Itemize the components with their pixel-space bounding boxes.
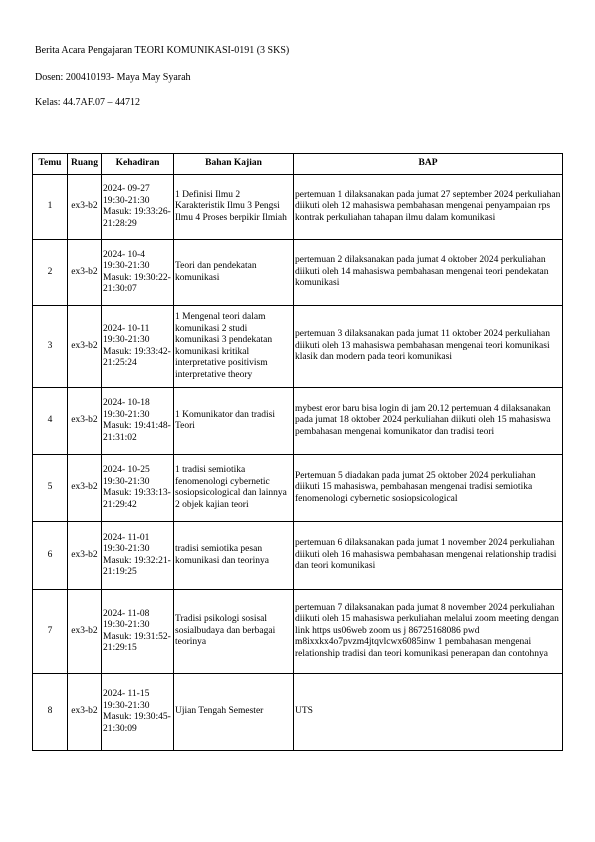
cell-ruang: ex3-b2 [68, 306, 102, 388]
column-header-ruang: Ruang [68, 154, 102, 175]
cell-ruang: ex3-b2 [68, 590, 102, 674]
table-row [33, 240, 563, 306]
cell-bahan-kajian: 1 Definisi Ilmu 2 Karakteristik Ilmu 3 Pengsi Ilmu 4 Proses berpikir Ilmiah [174, 175, 294, 240]
table-header-row [33, 154, 563, 175]
column-header-bahan-kajian: Bahan Kajian [174, 154, 294, 175]
cell-ruang: ex3-b2 [68, 175, 102, 240]
cell-bahan-kajian: Teori dan pendekatan komunikasi [174, 240, 294, 306]
cell-bahan-kajian: Tradisi psikologi sosisal sosialbudaya dan berbagai teorinya [174, 590, 294, 674]
lecturer-line [35, 72, 191, 84]
cell-temu: 3 [33, 306, 68, 388]
class-line [35, 97, 140, 109]
table-row [33, 590, 563, 674]
cell-bap: pertemuan 1 dilaksanakan pada jumat 27 september 2024 perkuliahan diikuti oleh 12 mahasiswa pembahasan mengenai penyampaian rps kontrak perkuliahan tahapan ilmu dalam komunikasi [294, 175, 563, 240]
cell-temu: 7 [33, 590, 68, 674]
table-row [33, 522, 563, 590]
cell-kehadiran: 2024- 10-18 19:30-21:30 Masuk: 19:41:48- 21:31:02 [102, 388, 174, 455]
cell-kehadiran: 2024- 10-4 19:30-21:30 Masuk: 19:30:22- 21:30:07 [102, 240, 174, 306]
table-row [33, 306, 563, 388]
cell-bahan-kajian: 1 tradisi semiotika fenomenologi cybernetic sosiopsicological dan lainnya 2 objek kajian teori [174, 455, 294, 522]
cell-temu: 1 [33, 175, 68, 240]
cell-ruang: ex3-b2 [68, 522, 102, 590]
cell-kehadiran: 2024- 10-11 19:30-21:30 Masuk: 19:33:42- 21:25:24 [102, 306, 174, 388]
cell-bap: pertemuan 7 dilaksanakan pada jumat 8 november 2024 perkuliahan diikuti oleh 15 mahasiswa perkuliahan melalui zoom meeting dengan link https us06web zoom us j 86725168086 pwd m8ixxkx4o7pvzm4jtqvlcwx6085inw 1 pembahasan mengenai relationship tradisi dan teori komunikasi penerapan dan contohnya [294, 590, 563, 674]
lecturer-label: Dosen: [35, 72, 66, 83]
cell-temu: 2 [33, 240, 68, 306]
cell-bap: Pertemuan 5 diadakan pada jumat 25 oktober 2024 perkuliahan diikuti 15 mahasiswa, pembahasan mengenai tradisi semiotika fenomenologi cybernetic sosiopsicological [294, 455, 563, 522]
table-row [33, 674, 563, 751]
cell-ruang: ex3-b2 [68, 388, 102, 455]
attendance-table [32, 153, 563, 751]
cell-ruang: ex3-b2 [68, 455, 102, 522]
cell-kehadiran: 2024- 09-27 19:30-21:30 Masuk: 19:33:26- 21:28:29 [102, 175, 174, 240]
cell-bap: pertemuan 3 dilaksanakan pada jumat 11 oktober 2024 perkuliahan diikuti oleh 13 mahasiswa pembahasan mengenai teori komunikasi klasik dan modern pada teori komunikasi [294, 306, 563, 388]
title-prefix: Berita Acara Pengajaran [35, 45, 135, 56]
table-row [33, 388, 563, 455]
cell-kehadiran: 2024- 11-01 19:30-21:30 Masuk: 19:32:21- 21:19:25 [102, 522, 174, 590]
cell-ruang: ex3-b2 [68, 240, 102, 306]
cell-temu: 5 [33, 455, 68, 522]
cell-bap: pertemuan 6 dilaksanakan pada jumat 1 november 2024 perkuliahan diikuti oleh 16 mahasiswa pembahasan mengenai relationship tradisi dan teori komunikasi [294, 522, 563, 590]
document-title [35, 45, 289, 57]
cell-temu: 6 [33, 522, 68, 590]
class-label: Kelas: [35, 97, 64, 108]
column-header-temu: Temu [33, 154, 68, 175]
cell-bap: mybest eror baru bisa login di jam 20.12 pertemuan 4 dilaksanakan pada jumat 18 oktober 2024 perkuliahan diikuti oleh 15 mahasiswa pembahasan mengenai komunikator dan tradisi teori [294, 388, 563, 455]
cell-temu: 4 [33, 388, 68, 455]
cell-bahan-kajian: tradisi semiotika pesan komunikasi dan teorinya [174, 522, 294, 590]
cell-kehadiran: 2024- 11-15 19:30-21:30 Masuk: 19:30:45- 21:30:09 [102, 674, 174, 751]
column-header-bap: BAP [294, 154, 563, 175]
cell-bahan-kajian: 1 Komunikator dan tradisi Teori [174, 388, 294, 455]
cell-kehadiran: 2024- 10-25 19:30-21:30 Masuk: 19:33:13- 21:29:42 [102, 455, 174, 522]
table-row [33, 455, 563, 522]
cell-bap: pertemuan 2 dilaksanakan pada jumat 4 oktober 2024 perkuliahan diikuti oleh 14 mahasiswa pembahasan mengenai teori pendekatan komunikasi [294, 240, 563, 306]
cell-bahan-kajian: 1 Mengenal teori dalam komunikasi 2 studi komunikasi 3 pendekatan komunikasi kritikal interpretative positivism interpretative theory [174, 306, 294, 388]
table-row [33, 175, 563, 240]
cell-ruang: ex3-b2 [68, 674, 102, 751]
cell-temu: 8 [33, 674, 68, 751]
lecturer-value: 200410193- Maya May Syarah [65, 72, 191, 83]
cell-bap: UTS [294, 674, 563, 751]
course-name: TEORI KOMUNIKASI-0191 (3 SKS) [134, 45, 290, 56]
cell-bahan-kajian: Ujian Tengah Semester [174, 674, 294, 751]
cell-kehadiran: 2024- 11-08 19:30-21:30 Masuk: 19:31:52- 21:29:15 [102, 590, 174, 674]
class-value: 44.7AF.07 – 44712 [63, 97, 141, 108]
column-header-kehadiran: Kehadiran [102, 154, 174, 175]
